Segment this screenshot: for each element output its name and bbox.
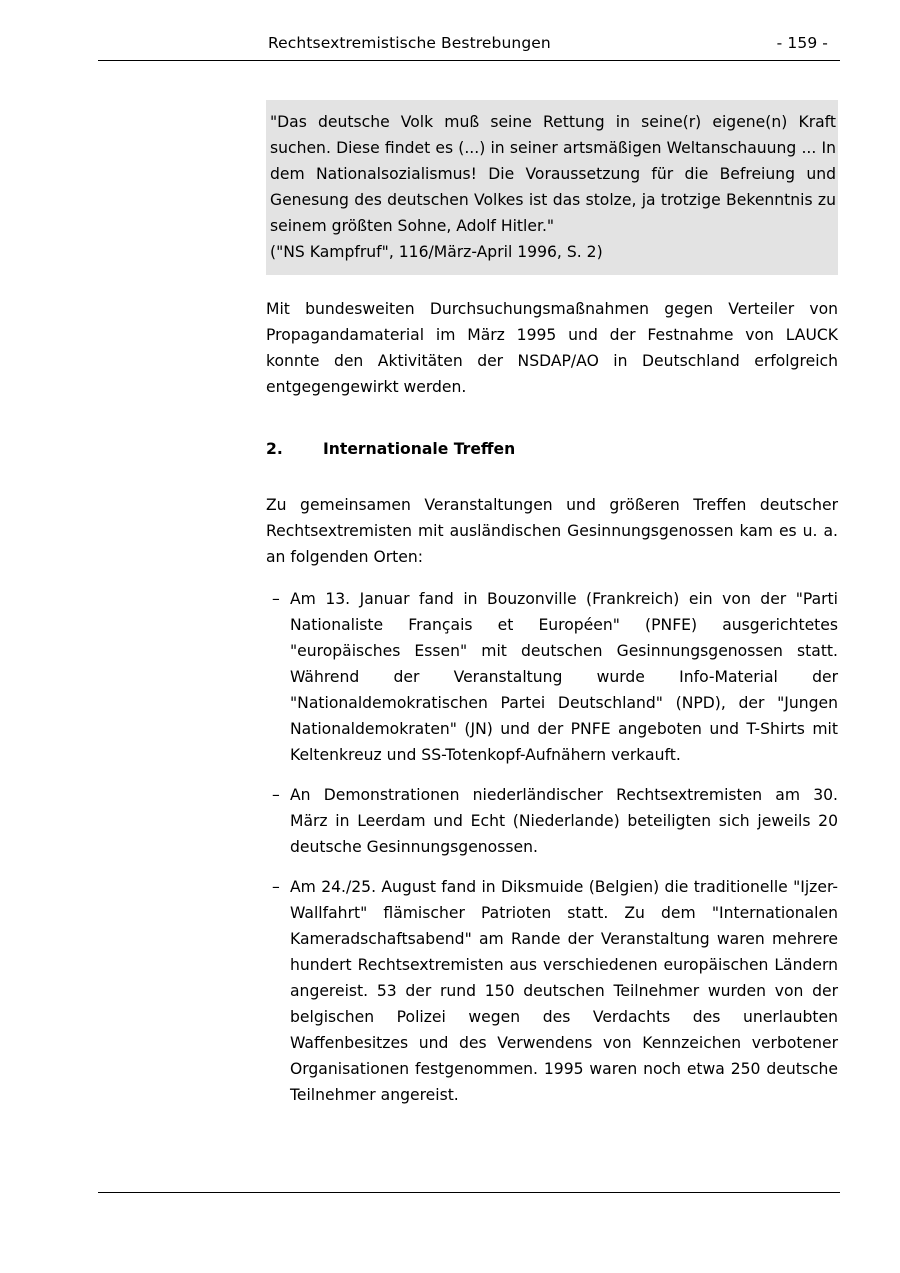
section-number: 2. (266, 440, 283, 458)
page-number: - 159 - (776, 34, 828, 52)
list-item-text: Am 24./25. August fand in Diksmuide (Belgien) die traditionelle "Ijzer-Wallfahrt" flämischer Patrioten statt. Zu dem "Internationalen Kameradschaftsabend" am Rande der Veranstaltung waren mehrere hundert Rechtsextremisten aus verschiedenen europäischen Ländern angereist. 53 der rund 150 deutschen Teilnehmer wurden von der belgischen Polizei wegen des Verdachts des unerlaubten Waffenbesitzes und des Verwendens von Kennzeichen verbotener Organisationen festgenommen. 1995 waren noch etwa 250 deutsche Teilnehmer angereist. (290, 878, 838, 1104)
dash-bullet-icon: – (272, 786, 280, 804)
list-item (266, 586, 838, 768)
quote-source: ("NS Kampfruf", 116/März-April 1996, S. 2) (270, 243, 603, 261)
page-content (266, 100, 838, 1108)
page-header (98, 34, 840, 52)
list-item (266, 782, 838, 860)
list-item (266, 874, 838, 1108)
section-intro-paragraph: Zu gemeinsamen Veranstaltungen und größeren Treffen deutscher Rechtsextremisten mit ausländischen Gesinnungsgenossen kam es u. a. an folgenden Orten: (266, 496, 838, 566)
paragraph-lauck: Mit bundesweiten Durchsuchungsmaßnahmen gegen Verteiler von Propagandamaterial im März 1995 und der Festnahme von LAUCK konnte den Aktivitäten der NSDAP/AO in Deutschland erfolgreich entgegengewirkt werden. (266, 300, 838, 396)
header-rule (98, 60, 840, 61)
section-title: Internationale Treffen (323, 440, 516, 458)
international-meetings-list (266, 586, 838, 1108)
footer-rule (98, 1192, 840, 1193)
list-item-text: Am 13. Januar fand in Bouzonville (Frankreich) ein von der "Parti Nationaliste Français et Européen" (PNFE) ausgerichtetes "europäisches Essen" mit deutschen Gesinnungsgenossen statt. Während der Veranstaltung wurde Info-Material der "Nationaldemokratischen Partei Deutschland" (NPD), der "Jungen Nationaldemokraten" (JN) und der PNFE angeboten und T-Shirts mit Keltenkreuz und SS-Totenkopf-Aufnähern verkauft. (290, 590, 838, 764)
dash-bullet-icon: – (272, 590, 280, 608)
list-item-text: An Demonstrationen niederländischer Rechtsextremisten am 30. März in Leerdam und Echt (Niederlande) beteiligten sich jeweils 20 deutsche Gesinnungsgenossen. (290, 786, 838, 856)
highlighted-quote-block (266, 100, 838, 275)
section-heading (266, 436, 838, 462)
dash-bullet-icon: – (272, 878, 280, 896)
quote-text: "Das deutsche Volk muß seine Rettung in seine(r) eigene(n) Kraft suchen. Diese findet es (...) in seiner artsmäßigen Weltanschauung ... In dem Nationalsozialismus! Die Voraussetzung für die Befreiung und Genesung des deutschen Volkes ist das stolze, ja trotzige Bekenntnis zu seinem größten Sohne, Adolf Hitler." (270, 113, 836, 235)
running-header-title: Rechtsextremistische Bestrebungen (268, 34, 551, 52)
